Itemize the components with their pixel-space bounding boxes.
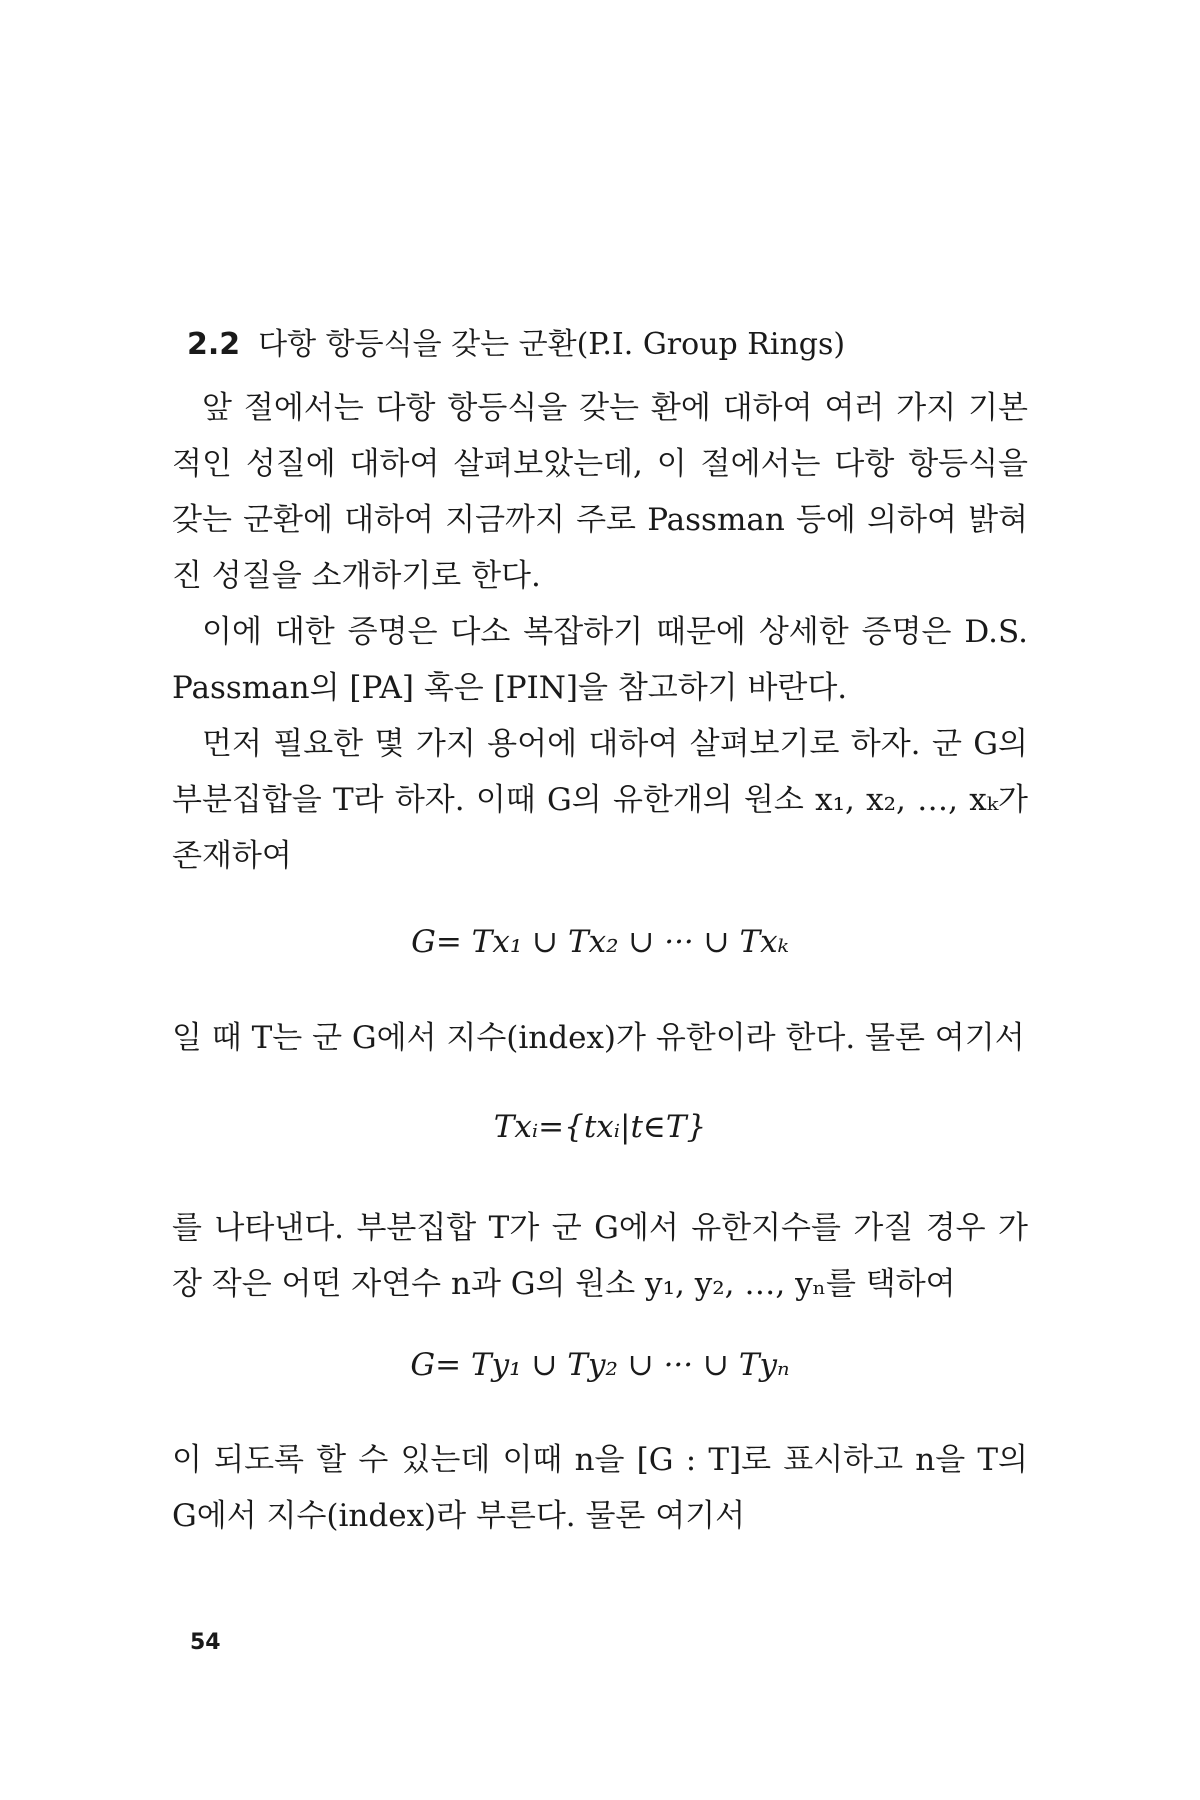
equation-coset-union-x: G= Tx₁ ∪ Tx₂ ∪ ··· ∪ Txₖ: [411, 924, 789, 960]
section-heading: [187, 325, 845, 365]
equation-coset-definition: Txᵢ={txᵢ|t∈T}: [493, 1109, 707, 1145]
text-block-4: [172, 1432, 1028, 1544]
paragraph-definition: 먼저 필요한 몇 가지 용어에 대하여 살펴보기로 하자. 군 G의 부분집합을 T라 하자. 이때 G의 유한개의 원소 x₁, x₂, …, xₖ가 존재하여: [172, 726, 1028, 874]
section-number: 2.2: [187, 327, 241, 362]
paragraph-index-notation: 이 되도록 할 수 있는데 이때 n을 [G : T]로 표시하고 n을 T의 G에서 지수(index)라 부른다. 물론 여기서: [172, 1442, 1028, 1534]
equation-coset-union-y: G= Ty₁ ∪ Ty₂ ∪ ··· ∪ Tyₙ: [410, 1347, 790, 1383]
text-block-2: [172, 1010, 1028, 1066]
page-number: 54: [190, 1630, 221, 1655]
intro-text-block: [172, 380, 1028, 884]
paragraph-intro: 앞 절에서는 다항 항등식을 갖는 환에 대하여 여러 가지 기본적인 성질에 대하여 살펴보았는데, 이 절에서는 다항 항등식을 갖는 군환에 대하여 지금까지 주로 Passman 등에 의하여 밝혀진 성질을 소개하기로 한다.: [172, 390, 1028, 594]
paragraph-index-finite: 일 때 T는 군 G에서 지수(index)가 유한이라 한다. 물론 여기서: [172, 1020, 1025, 1056]
section-title-text: 다항 항등식을 갖는 군환(P.I. Group Rings): [258, 327, 846, 362]
paragraph-references: 이에 대한 증명은 다소 복잡하기 때문에 상세한 증명은 D.S. Passman의 [PA] 혹은 [PIN]을 참고하기 바란다.: [172, 614, 1028, 706]
text-block-3: [172, 1200, 1028, 1312]
paragraph-minimal-n: 를 나타낸다. 부분집합 T가 군 G에서 유한지수를 가질 경우 가장 작은 어떤 자연수 n과 G의 원소 y₁, y₂, …, yₙ를 택하여: [172, 1210, 1028, 1302]
